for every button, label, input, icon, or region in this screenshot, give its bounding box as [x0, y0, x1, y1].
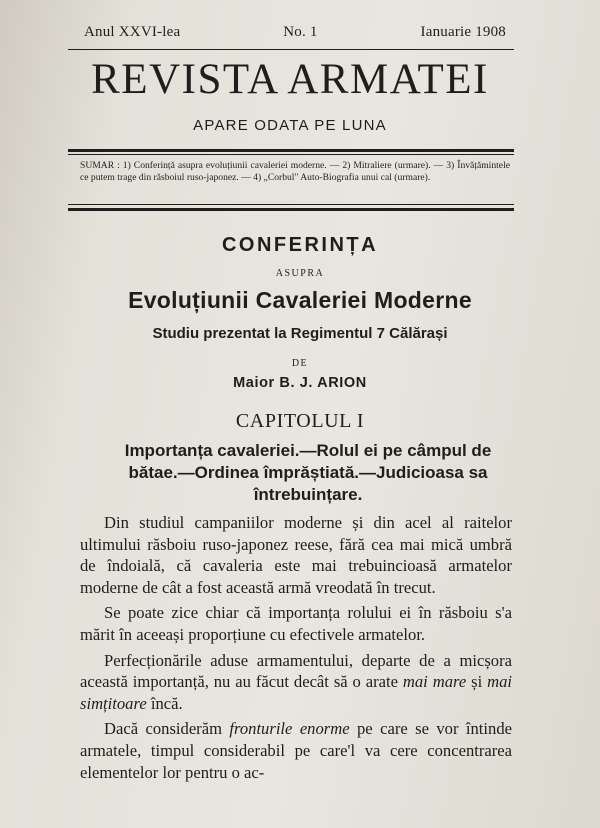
paragraph-4-end: pe care se vor întinde armatele, timpul considerabil pe care'l va cere concentrarea elementelor lor pentru o ac- — [80, 719, 512, 782]
volume-label: Anul XXVI-lea — [84, 24, 181, 40]
paragraph-4-emphasis: fronturile enorme — [229, 719, 350, 739]
summary-rule-top-thin — [68, 154, 514, 155]
summary-rule-top — [68, 149, 514, 152]
summary-rule-bottom — [68, 208, 514, 211]
paragraph-3-mid: și — [466, 672, 488, 692]
issue-date: Ianuarie 1908 — [420, 24, 506, 40]
connector-asupra: ASUPRA — [275, 268, 325, 279]
chapter-heading: CAPITOLUL I — [235, 410, 365, 432]
chapter-subtitle: Importanța cavaleriei.—Rolul ei pe câmpul de bătae.—Ordinea împrăștiată.—Judicioasa sa întrebuințare. — [124, 441, 492, 504]
article-main-title: Evoluțiunii Cavaleriei Moderne — [128, 287, 472, 313]
paragraph-4-start: Dacă considerăm — [104, 719, 230, 739]
paragraph-3-emphasis-2: mai simțitoare — [80, 672, 512, 713]
connector-de: DE — [291, 358, 309, 369]
paragraph-3-start: Perfecționările aduse armamentului, departe de a micșora această importanță, nu au făcut decât să o arate — [80, 650, 512, 692]
issue-number: No. 1 — [283, 24, 318, 40]
masthead-title: REVISTA ARMATEI — [91, 56, 489, 103]
article-body — [80, 512, 512, 787]
masthead-subtitle: APARE ODATA PE LUNA — [193, 117, 387, 134]
summary-rule-bottom-thin — [68, 204, 514, 205]
article-title: CONFERINȚA — [221, 234, 379, 256]
issue-header — [84, 24, 506, 41]
paragraph-3-emphasis-1: mai mare — [402, 672, 467, 692]
top-divider — [68, 49, 514, 50]
summary-text: SUMAR : 1) Conferință asupra evoluțiunii cavaleriei moderne. — 2) Mitraliere (urmare). — 3) Învățămintele ce putem trage din răsboiul ruso-japonez. — 4) „Corbul" Auto-Biografia unui cal (urmare). — [80, 160, 510, 183]
paragraph-3 — [80, 650, 512, 715]
paragraph-3-end: încă. — [146, 693, 183, 713]
article-author: Maior B. J. ARION — [233, 375, 367, 391]
article-subtitle: Studiu prezentat la Regimentul 7 Călărași — [152, 325, 448, 342]
paragraph-4 — [80, 718, 512, 783]
paragraph-1: Din studiul campaniilor moderne și din acel al raitelor ultimului răsboiu ruso-japonez reese, fără cea mai mică umbră de îndoială, că cavaleria este mai trebuincioasă armatelor moderne de cât a fost această armă vreodată în trecut. — [80, 513, 512, 597]
paragraph-2: Se poate zice chiar că importanța rolului ei în răsboiu s'a mărit în aceeași proporțiune cu efectivele armatelor. — [80, 603, 512, 644]
